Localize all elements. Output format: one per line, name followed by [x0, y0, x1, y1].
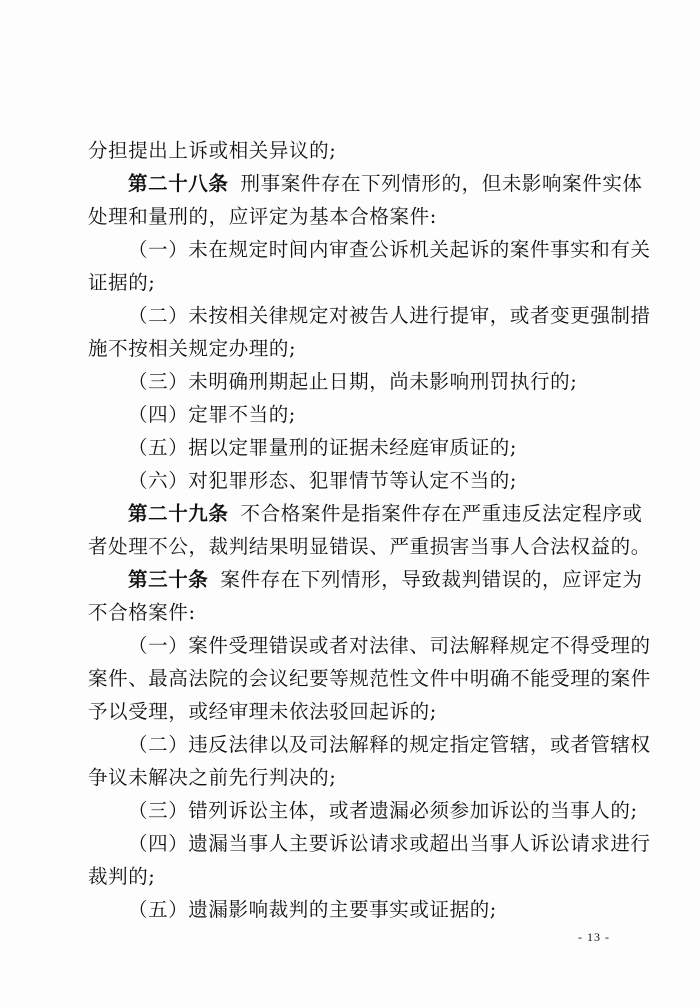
text-line: （四）定罪不当的;	[128, 403, 296, 426]
text-line: 争议未解决之前先行判决的;	[88, 766, 337, 789]
text-line: 不合格案件:	[88, 601, 196, 624]
article-29-paragraph-start	[88, 497, 643, 530]
document-body	[88, 134, 651, 926]
article-28-title: 第二十八条	[128, 172, 229, 195]
text-line: 裁判的;	[88, 865, 156, 888]
article-30-text: 案件存在下列情形，导致裁判错误的，应评定为	[220, 568, 643, 591]
article-28-text: 刑事案件存在下列情形的，但未影响案件实体	[240, 172, 643, 195]
text-line: （二）未按相关律规定对被告人进行提审，或者变更强制措	[128, 304, 651, 327]
text-line: （四）遗漏当事人主要诉讼请求或超出当事人诉讼请求进行	[128, 832, 651, 855]
article-30-paragraph-start	[88, 563, 643, 596]
text-line: （二）违反法律以及司法解释的规定指定管辖，或者管辖权	[128, 733, 651, 756]
text-line: （三）未明确刑期起止日期，尚未影响刑罚执行的;	[128, 370, 578, 393]
text-line: 分担提出上诉或相关异议的;	[88, 139, 337, 162]
article-29-title: 第二十九条	[128, 502, 229, 525]
text-line: （一）案件受理错误或者对法律、司法解释规定不得受理的	[128, 634, 651, 657]
text-line: 予以受理，或经审理未依法驳回起诉的;	[88, 700, 437, 723]
article-29-text: 不合格案件是指案件存在严重违反法定程序或	[240, 502, 643, 525]
page-number: - 13 -	[578, 930, 610, 944]
text-line: （三）错列诉讼主体，或者遗漏必须参加诉讼的当事人的;	[128, 799, 638, 822]
article-30-title: 第三十条	[128, 568, 209, 591]
text-line: 者处理不公，裁判结果明显错误、严重损害当事人合法权益的。	[88, 535, 651, 558]
text-line: 案件、最高法院的会议纪要等规范性文件中明确不能受理的案件	[88, 667, 651, 690]
text-line: 处理和量刑的，应评定为基本合格案件:	[88, 205, 437, 228]
text-line: （五）据以定罪量刑的证据未经庭审质证的;	[128, 436, 518, 459]
text-line: （五）遗漏影响裁判的主要事实或证据的;	[128, 898, 497, 921]
article-28-paragraph-start	[88, 167, 643, 200]
text-line: （六）对犯罪形态、犯罪情节等认定不当的;	[128, 469, 518, 492]
text-line: （一）未在规定时间内审查公诉机关起诉的案件事实和有关	[128, 238, 651, 261]
text-line: 证据的;	[88, 271, 156, 294]
text-line: 施不按相关规定办理的;	[88, 337, 297, 360]
